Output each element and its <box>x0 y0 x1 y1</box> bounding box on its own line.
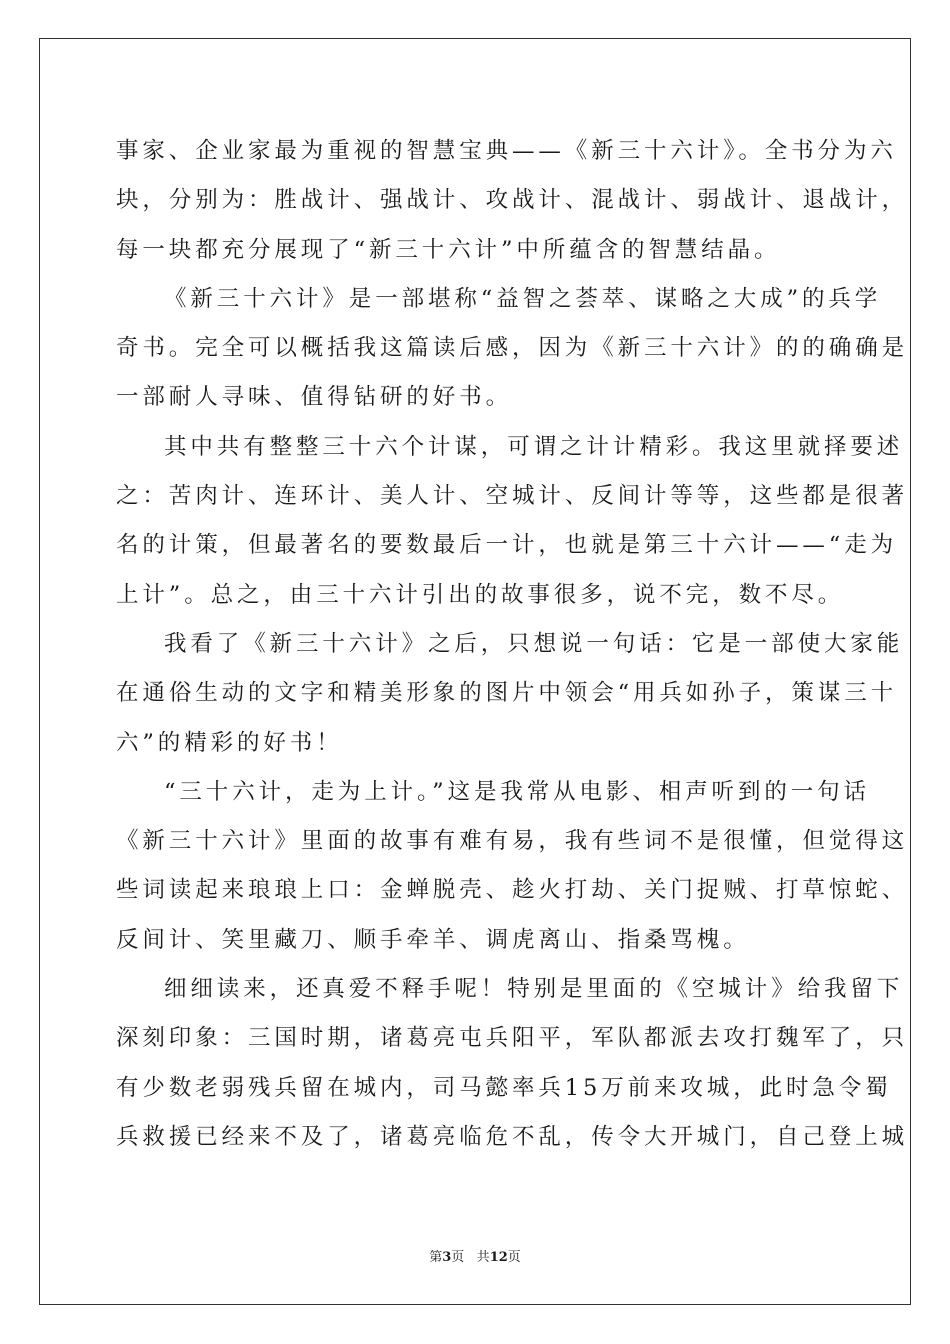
text-line: 其中共有整整三十六个计谋，可谓之计计精彩。我这里就择要述 <box>164 433 904 460</box>
text-line: 奇书。完全可以概括我这篇读后感，因为《新三十六计》的的确确是 <box>116 335 909 362</box>
text-line: 有少数老弱残兵留在城内，司马懿率兵15万前来攻城，此时急令蜀 <box>116 1074 892 1101</box>
text-line: 名的计策，但最著名的要数最后一计，也就是第三十六计——“走为 <box>116 532 898 559</box>
text-line: 之：苦肉计、连环计、美人计、空城计、反间计等等，这些都是很著 <box>116 483 909 510</box>
document-body <box>116 127 909 1162</box>
footer-page-number: 3 <box>442 1250 452 1265</box>
text-line: 细细读来，还真爱不释手呢！特别是里面的《空城计》给我留下 <box>164 976 904 1003</box>
text-line: 些词读起来琅琅上口：金蝉脱壳、趁火打劫、关门捉贼、打草惊蛇、 <box>116 877 909 904</box>
footer-prefix: 第 <box>429 1250 443 1265</box>
text-line: 我看了《新三十六计》之后，只想说一句话：它是一部使大家能 <box>164 630 904 657</box>
text-line: 六”的精彩的好书！ <box>116 729 343 756</box>
page-footer <box>0 1246 950 1265</box>
text-line: 上计”。总之，由三十六计引出的故事很多，说不完，数不尽。 <box>116 581 845 608</box>
text-line: 《新三十六计》是一部堪称“益智之荟萃、谋略之大成”的兵学 <box>164 285 882 312</box>
text-line: 事家、企业家最为重视的智慧宝典——《新三十六计》。全书分为六 <box>116 138 897 164</box>
text-line: 深刻印象：三国时期，诸葛亮屯兵阳平，军队都派去攻打魏军了，只 <box>116 1025 909 1052</box>
text-line: 在通俗生动的文字和精美形象的图片中领会“用兵如孙子，策谋三十 <box>116 680 898 707</box>
footer-total-prefix: 共 <box>476 1250 490 1265</box>
footer-page-suffix: 页 <box>451 1250 465 1265</box>
text-line: 兵救援已经来不及了，诸葛亮临危不乱，传令大开城门，自己登上城 <box>116 1123 909 1150</box>
footer-total-pages: 12 <box>489 1250 508 1265</box>
text-line: 每一块都充分展现了“新三十六计”中所蕴含的智慧结晶。 <box>116 236 781 263</box>
text-line: “三十六计，走为上计。”这是我常从电影、相声听到的一句话 <box>164 778 870 805</box>
text-line: 《新三十六计》里面的故事有难有易，我有些词不是很懂，但觉得这 <box>116 828 909 855</box>
text-line: 反间计、笑里藏刀、顺手牵羊、调虎离山、指桑骂槐。 <box>116 926 750 953</box>
text-line: 一部耐人寻味、值得钻研的好书。 <box>116 384 513 411</box>
footer-total-suffix: 页 <box>507 1250 521 1265</box>
text-line: 块，分别为：胜战计、强战计、攻战计、混战计、弱战计、退战计， <box>116 187 909 214</box>
